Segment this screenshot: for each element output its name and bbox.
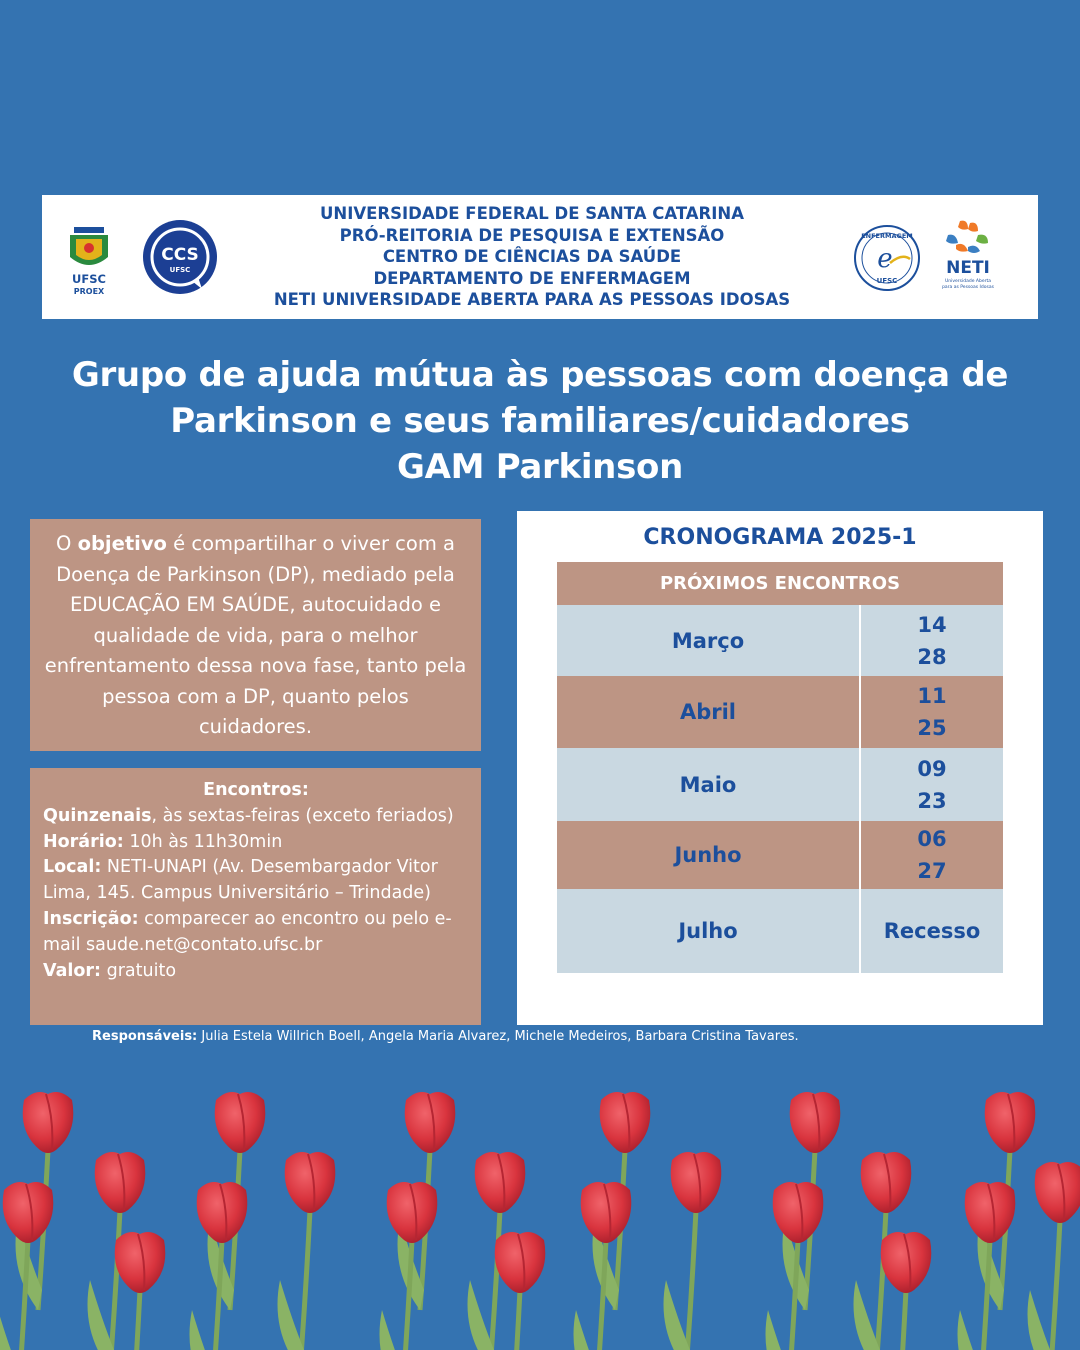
header-line-proreitoria: PRÓ-REITORIA DE PESQUISA E EXTENSÃO [339, 225, 725, 245]
ufsc-logo [62, 223, 116, 297]
schedule-days [861, 676, 1003, 748]
signup-text: comparecer ao encontro ou pelo e-mail saude.net@contato.ufsc.br [43, 908, 452, 955]
title-line-2: Parkinson e seus familiares/cuidadores [170, 401, 910, 441]
schedule-row-julho [557, 889, 1003, 973]
schedule-month: Abril [557, 676, 861, 748]
objective-text: é compartilhar o viver com a Doença de Parkinson (DP), mediado pela EDUCAÇÃO EM SAÚDE, autocuidado e qualidade de vida, para o melhor enfrentamento dessa nova fase, tanto pela pessoa com a DP, quanto pelos cuidadores. [44, 532, 467, 738]
neti-logo-text: NETI [946, 258, 990, 278]
tulip-cluster-6 [958, 1092, 1080, 1350]
schedule-title: CRONOGRAMA 2025-1 [643, 525, 917, 550]
schedule-days [861, 821, 1003, 889]
frequency-text: , às sextas-feiras (exceto feriados) [151, 805, 454, 826]
neti-logo [938, 217, 998, 295]
meetings-box [30, 768, 481, 1025]
signup-label: Inscrição: [43, 908, 139, 929]
schedule-row-abril [557, 676, 1003, 748]
ufsc-logo-subtext: PROEX [73, 287, 105, 296]
price-label: Valor: [43, 960, 102, 981]
objective-box [30, 519, 481, 751]
schedule-day: 23 [917, 788, 947, 813]
header-line-neti: NETI UNIVERSIDADE ABERTA PARA AS PESSOAS IDOSAS [273, 290, 791, 309]
tulip-cluster-3 [380, 1092, 546, 1350]
tulip-cluster-5 [766, 1092, 932, 1350]
tulip [664, 1152, 722, 1350]
objective-keyword: objetivo [77, 532, 167, 555]
tulips-decoration [0, 1070, 1080, 1350]
schedule-month: Março [557, 605, 861, 676]
enfermagem-logo-bottom: UFSC [876, 277, 898, 285]
schedule-row-marco [557, 605, 1003, 676]
enfermagem-logo [852, 223, 922, 293]
ccs-logo-text: CCS [161, 245, 199, 265]
page-title [0, 352, 1080, 490]
schedule-day: 06 [917, 827, 947, 851]
schedule-days [861, 605, 1003, 676]
institution-names [232, 203, 832, 311]
title-line-3: GAM Parkinson [397, 447, 683, 487]
time-label: Horário: [43, 831, 124, 852]
header-line-ccs: CENTRO DE CIÊNCIAS DA SAÚDE [382, 247, 682, 266]
neti-logo-subtext-1: Universidade Aberta [944, 279, 992, 284]
responsaveis-line [92, 1029, 799, 1044]
header-line-department: DEPARTAMENTO DE ENFERMAGEM [373, 268, 691, 288]
schedule-day: 14 [917, 612, 947, 637]
tulip [190, 1182, 248, 1350]
meetings-price [43, 959, 469, 985]
meetings-place [43, 855, 469, 907]
tulip-cluster-1 [0, 1092, 165, 1350]
tulip [766, 1182, 824, 1350]
tulip [574, 1182, 632, 1350]
meetings-title: Encontros: [203, 780, 309, 800]
time-text: 10h às 11h30min [123, 831, 283, 852]
schedule-day: 09 [917, 756, 947, 781]
schedule-month: Maio [557, 748, 861, 821]
schedule-month: Julho [557, 889, 861, 973]
objective-prefix: O [56, 532, 78, 555]
schedule-panel [517, 511, 1043, 1025]
schedule-day: 27 [917, 859, 947, 883]
header-line-university: UNIVERSIDADE FEDERAL DE SANTA CATARINA [320, 204, 744, 223]
enfermagem-logo-top: ENFERMAGEM [861, 232, 913, 240]
schedule-days [861, 748, 1003, 821]
schedule-day: 11 [917, 684, 947, 708]
place-text: NETI-UNAPI (Av. Desembargador Vitor Lima, 145. Campus Universitário – Trindade) [43, 857, 438, 904]
meetings-frequency [43, 804, 469, 830]
responsaveis-label: Responsáveis: [92, 1029, 198, 1044]
schedule-month: Junho [557, 821, 861, 889]
schedule-row-maio [557, 748, 1003, 821]
tulip-cluster-2 [190, 1092, 336, 1350]
ccs-logo-subtext: UFSC [169, 266, 191, 274]
title-line-1: Grupo de ajuda mútua às pessoas com doença de [71, 355, 1009, 395]
tulip [278, 1152, 336, 1350]
schedule-days [861, 889, 1003, 973]
svg-text:e: e [877, 244, 893, 274]
schedule-row-junho [557, 821, 1003, 889]
ufsc-logo-text: UFSC [72, 272, 106, 286]
tulip [0, 1182, 53, 1350]
ccs-logo [142, 219, 218, 295]
institution-banner [42, 195, 1038, 319]
tulip [380, 1182, 438, 1350]
meetings-signup [43, 907, 469, 959]
tulip-cluster-4 [574, 1092, 722, 1350]
schedule-day: 28 [917, 644, 947, 669]
tulip [1028, 1162, 1080, 1350]
frequency-label: Quinzenais [43, 805, 152, 826]
place-label: Local: [43, 857, 102, 878]
schedule-day: 25 [917, 716, 947, 740]
neti-logo-subtext-2: para as Pessoas Idosas [942, 285, 994, 290]
schedule-day: Recesso [883, 919, 981, 943]
schedule-header: PRÓXIMOS ENCONTROS [557, 562, 1003, 605]
price-text: gratuito [101, 960, 177, 981]
tulip [958, 1182, 1016, 1350]
responsaveis-names: Julia Estela Willrich Boell, Angela Maria Alvarez, Michele Medeiros, Barbara Cristina Tavares. [197, 1029, 799, 1044]
meetings-time [43, 830, 469, 856]
